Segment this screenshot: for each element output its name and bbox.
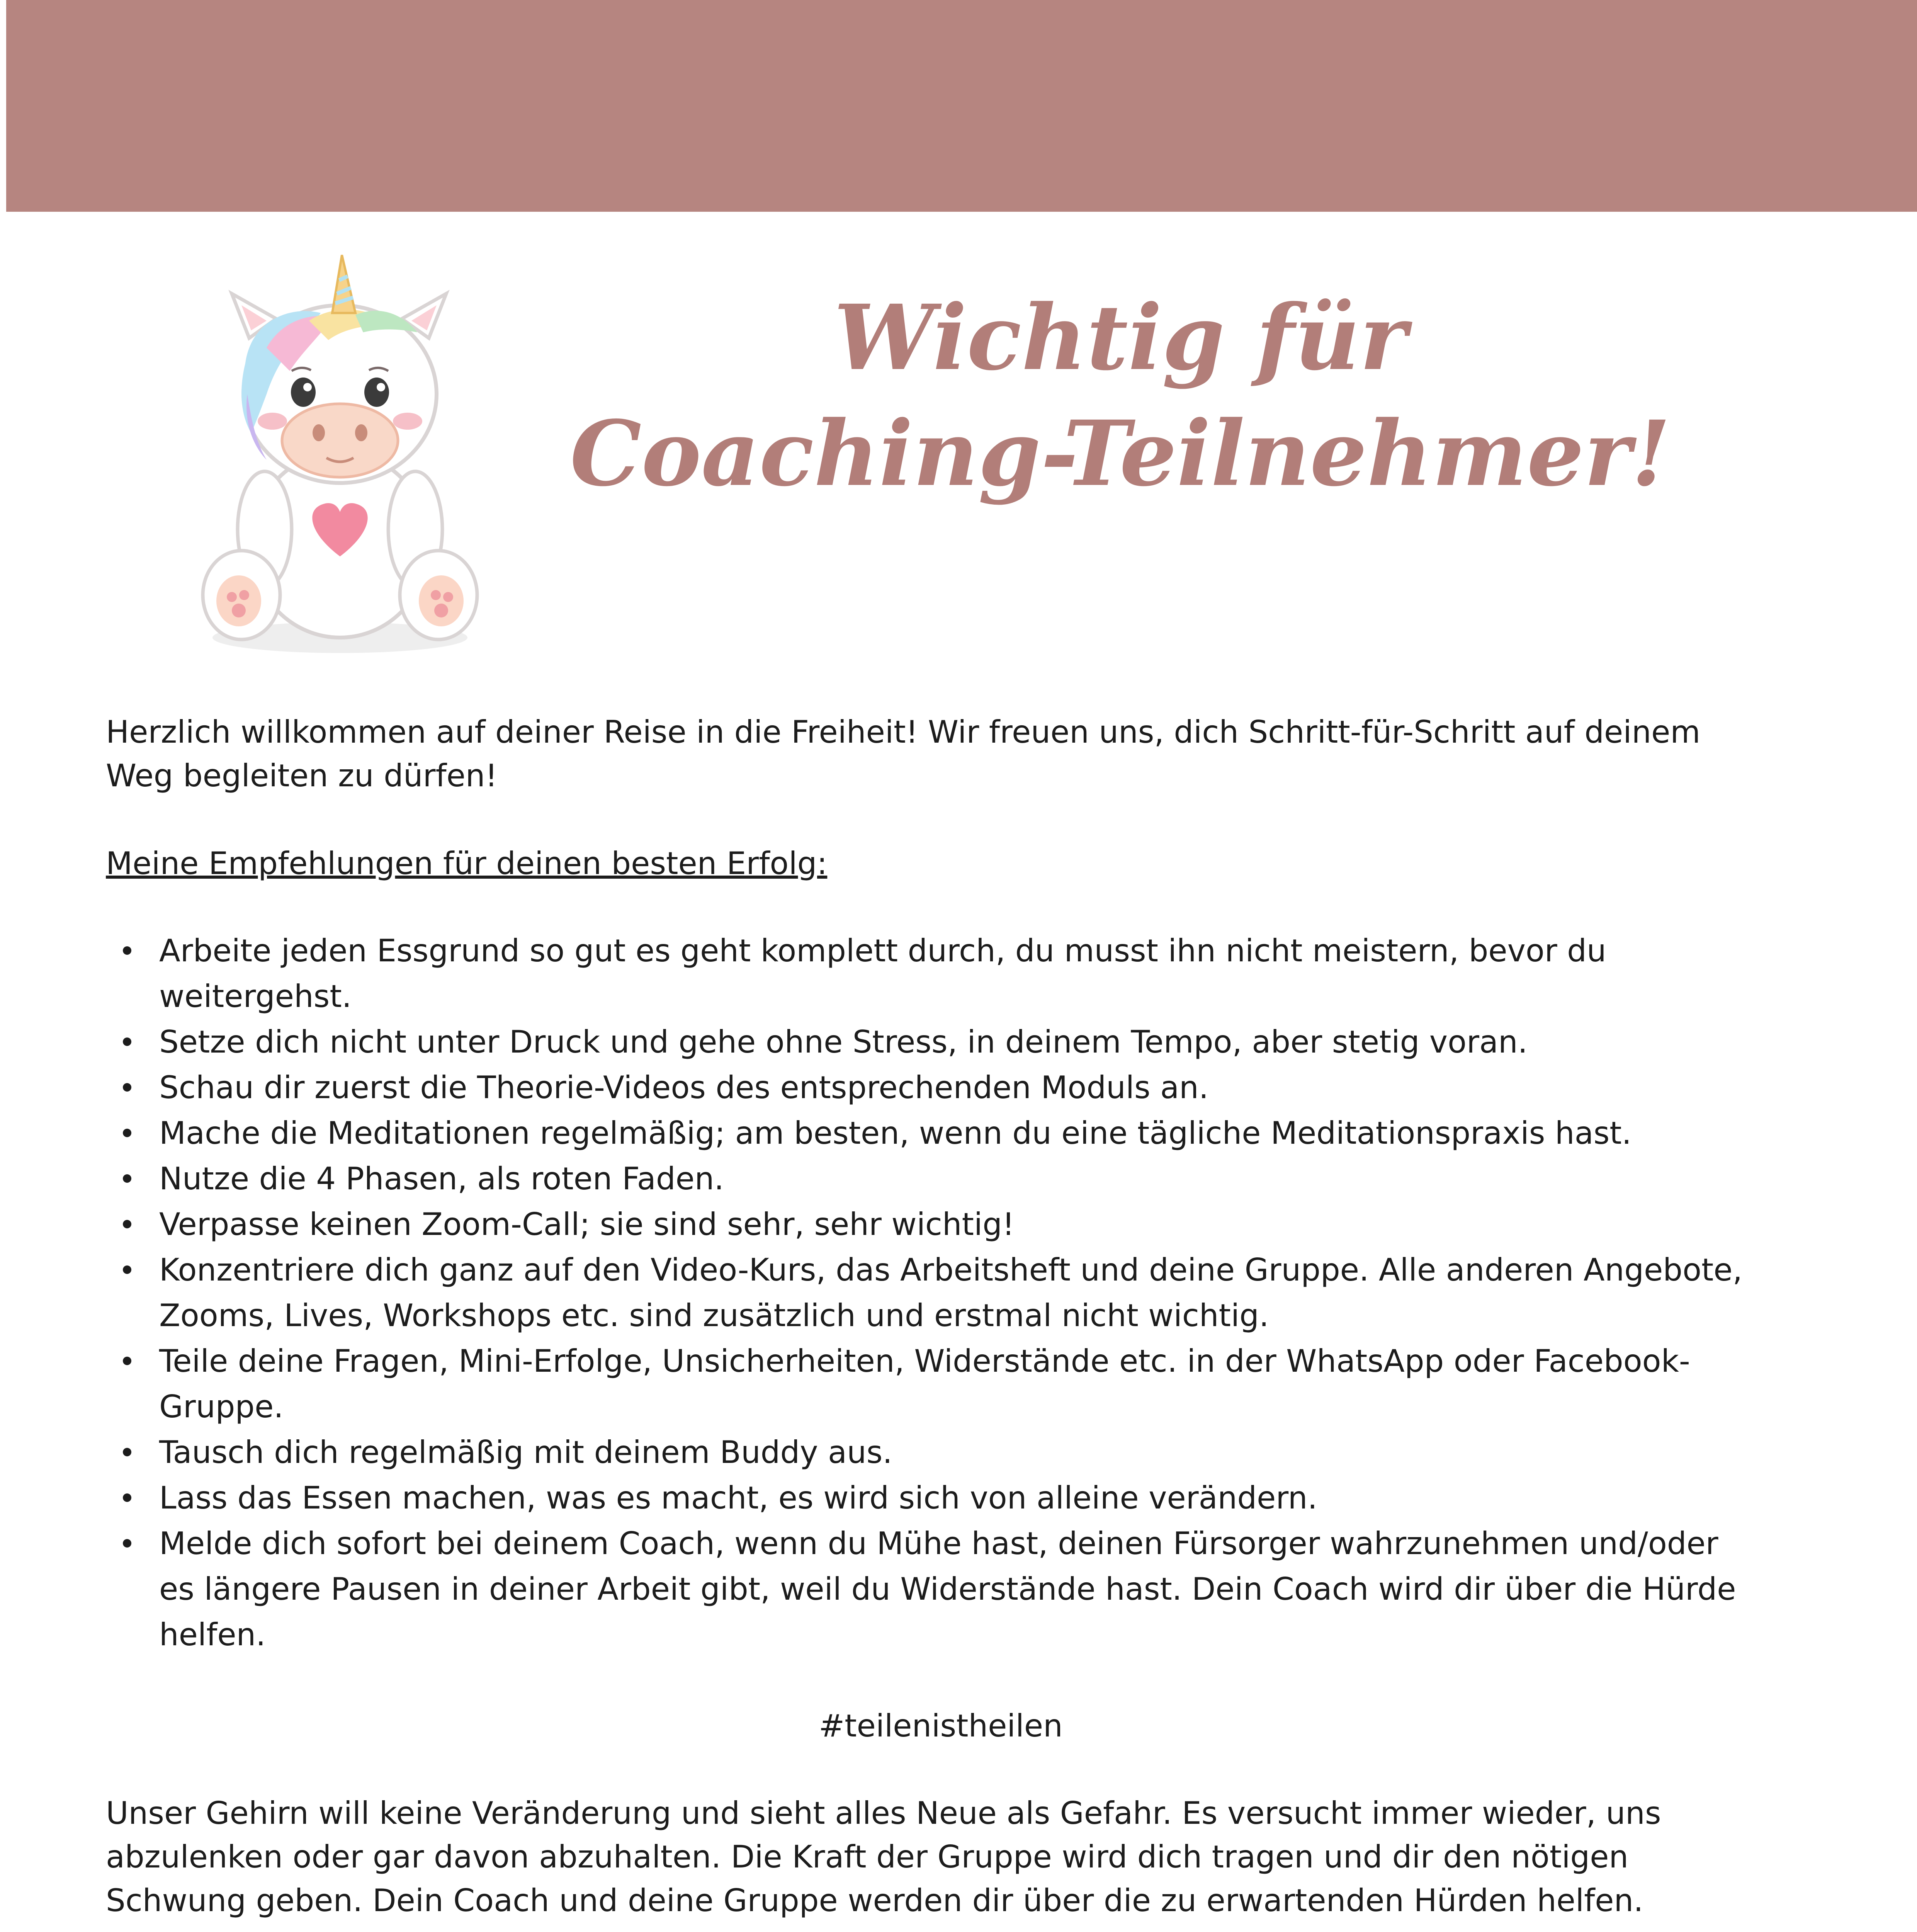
list-item (106, 1202, 1776, 1247)
list-item-line: Teile deine Fragen, Mini-Erfolge, Unsicherheiten, Widerstände etc. in der WhatsApp oder Facebook- (159, 1343, 1690, 1379)
page-title-line-1: Wichtig für (834, 285, 1407, 390)
list-item-line: Gruppe. (159, 1389, 284, 1425)
list-item-line: helfen. (159, 1617, 266, 1653)
brain-paragraph-line: Schwung geben. Dein Coach und deine Gruppe werden dir über die zu erwartenden Hürden helfen. (106, 1883, 1643, 1918)
brain-paragraph-line: Unser Gehirn will keine Veränderung und sieht alles Neue als Gefahr. Es versucht immer wieder, uns (106, 1795, 1661, 1831)
list-item (106, 1247, 1776, 1338)
list-item-line: Arbeite jeden Essgrund so gut es geht komplett durch, du musst ihn nicht meistern, bevor du (159, 933, 1606, 969)
list-item-line: Setze dich nicht unter Druck und gehe ohne Stress, in deinem Tempo, aber stetig voran. (159, 1024, 1528, 1060)
list-item-line: Tausch dich regelmäßig mit deinem Buddy aus. (159, 1434, 892, 1470)
intro-line: Herzlich willkommen auf deiner Reise in die Freiheit! Wir freuen uns, dich Schritt-für-Schritt auf deinem (106, 714, 1701, 750)
list-item-line: es längere Pausen in deiner Arbeit gibt, weil du Widerstände hast. Dein Coach wird dir über die Hürde (159, 1571, 1736, 1607)
list-item-line: Lass das Essen machen, was es macht, es wird sich von alleine verändern. (159, 1480, 1317, 1516)
list-item-line: Nutze die 4 Phasen, als roten Faden. (159, 1161, 724, 1197)
list-item-line: Konzentriere dich ganz auf den Video-Kurs, das Arbeitsheft und deine Gruppe. Alle anderen Angebote, (159, 1252, 1743, 1288)
header-band (6, 0, 1917, 212)
list-item (106, 1430, 1776, 1475)
list-item (106, 1475, 1776, 1521)
list-item (106, 1521, 1776, 1658)
list-item-line: Mache die Meditationen regelmäßig; am besten, wenn du eine tägliche Meditationspraxis hast. (159, 1115, 1632, 1151)
list-item-line: Verpasse keinen Zoom-Call; sie sind sehr, sehr wichtig! (159, 1206, 1015, 1242)
list-item (106, 1111, 1776, 1156)
list-item (106, 1156, 1776, 1202)
recommendations-list (106, 928, 1776, 1658)
list-item (106, 1338, 1776, 1430)
list-item-line: Zooms, Lives, Workshops etc. sind zusätzlich und erstmal nicht wichtig. (159, 1298, 1269, 1333)
list-item-line: Schau dir zuerst die Theorie-Videos des entsprechenden Moduls an. (159, 1070, 1209, 1105)
recommendations-heading: Meine Empfehlungen für deinen besten Erfolg: (106, 845, 828, 881)
list-item (106, 928, 1776, 1019)
list-item (106, 1019, 1776, 1065)
brain-paragraph-line: abzulenken oder gar davon abzuhalten. Die Kraft der Gruppe wird dich tragen und dir den nötigen (106, 1839, 1629, 1875)
list-item-line: weitergehst. (159, 978, 352, 1014)
intro-paragraph (106, 710, 1776, 798)
list-item-line: Melde dich sofort bei deinem Coach, wenn du Mühe hast, deinen Fürsorger wahrzunehmen und/oder (159, 1526, 1718, 1561)
intro-line: Weg begleiten zu dürfen! (106, 758, 498, 794)
page-title-line-2: Coaching-Teilnehmer! (570, 401, 1671, 506)
hashtag: #teilenistheilen (819, 1708, 1063, 1744)
brain-paragraph (106, 1791, 1776, 1922)
list-item (106, 1065, 1776, 1111)
